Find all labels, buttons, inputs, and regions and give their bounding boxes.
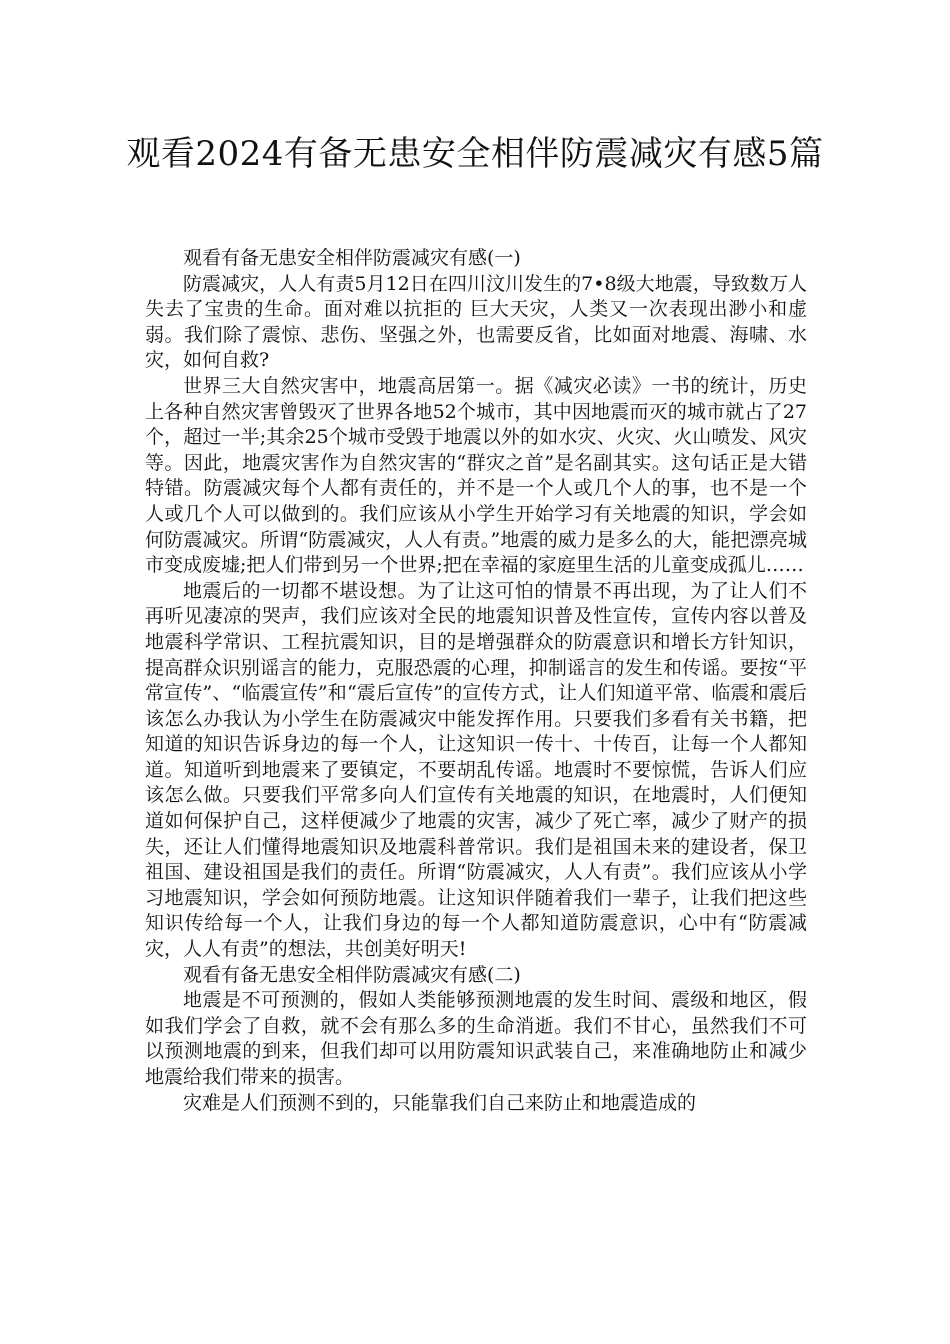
section-heading-1: 观看有备无患安全相伴防震减灾有感(一) <box>183 247 521 269</box>
paragraph: 世界三大自然灾害中，地震高居第一。据《减灾必读》一书的统计，历史上各种自然灾害曾毁灭了世界各地52个城市，其中因地震而灭的城市就占了27个，超过一半;其余25个城市受毁于地震以外的如水灾、火灾、火山喷发、风灾等。因此，地震灾害作为自然灾害的“群灾之首”是名副其实。这句话正是大错特错。防震减灾每个人都有责任的，并不是一个人或几个人的事，也不是一个人或几个人可以做到的。我们应该从小学生开始学习有关地震的知识，学会如何防震减灾。所谓“防震减灾，人人有责。”地震的威力是多么的大，能把漂亮城市变成废墟;把人们带到另一个世界;把在幸福的家庭里生活的儿童变成孤儿…… <box>145 374 807 577</box>
paragraph: 灾难是人们预测不到的，只能靠我们自己来防止和地震造成的 <box>183 1091 697 1114</box>
document-title: 观看2024有备无患安全相伴防震减灾有感5篇 <box>126 134 824 174</box>
section-heading-2: 观看有备无患安全相伴防震减灾有感(二) <box>183 963 521 986</box>
document-body <box>145 246 807 1116</box>
paragraph: 地震是不可预测的，假如人类能够预测地震的发生时间、震级和地区，假如我们学会了自救，就不会有那么多的生命消逝。我们不甘心，虽然我们不可以预测地震的到来，但我们却可以用防震知识武装自己，来准确地防止和减少地震给我们带来的损害。 <box>145 989 807 1088</box>
paragraph: 地震后的一切都不堪设想。为了让这可怕的情景不再出现，为了让人们不再听见凄凉的哭声，我们应该对全民的地震知识普及性宣传，宣传内容以普及地震科学常识、工程抗震知识，目的是增强群众的防震意识和增长方针知识，提高群众识别谣言的能力，克服恐震的心理，抑制谣言的发生和传谣。要按“平常宣传”、“临震宣传”和“震后宣传”的宣传方式，让人们知道平常、临震和震后该怎么办我认为小学生在防震减灾中能发挥作用。只要我们多看有关书籍，把知道的知识告诉身边的每一个人，让这知识一传十、十传百，让每一个人都知道。知道听到地震来了要镇定，不要胡乱传谣。地震时不要惊慌，告诉人们应该怎么做。只要我们平常多向人们宣传有关地震的知识，在地震时，人们便知道如何保护自己，这样便减少了地震的灾害，减少了死亡率，减少了财产的损失，还让人们懂得地震知识及地震科普常识。我们是祖国未来的建设者，保卫祖国、建设祖国是我们的责任。所谓“防震减灾，人人有责”。我们应该从小学习地震知识，学会如何预防地震。让这知识伴随着我们一辈子，让我们把这些知识传给每一个人，让我们身边的每一个人都知道防震意识，心中有“防震减灾，人人有责”的想法，共创美好明天! <box>145 579 807 961</box>
paragraph: 防震减灾，人人有责5月12日在四川汶川发生的7•8级大地震，导致数万人失去了宝贵的生命。面对难以抗拒的 巨大天灾，人类又一次表现出渺小和虚弱。我们除了震惊、悲伤、坚强之外，也需要反省，比如面对地震、海啸、水灾，如何自救? <box>145 272 807 372</box>
